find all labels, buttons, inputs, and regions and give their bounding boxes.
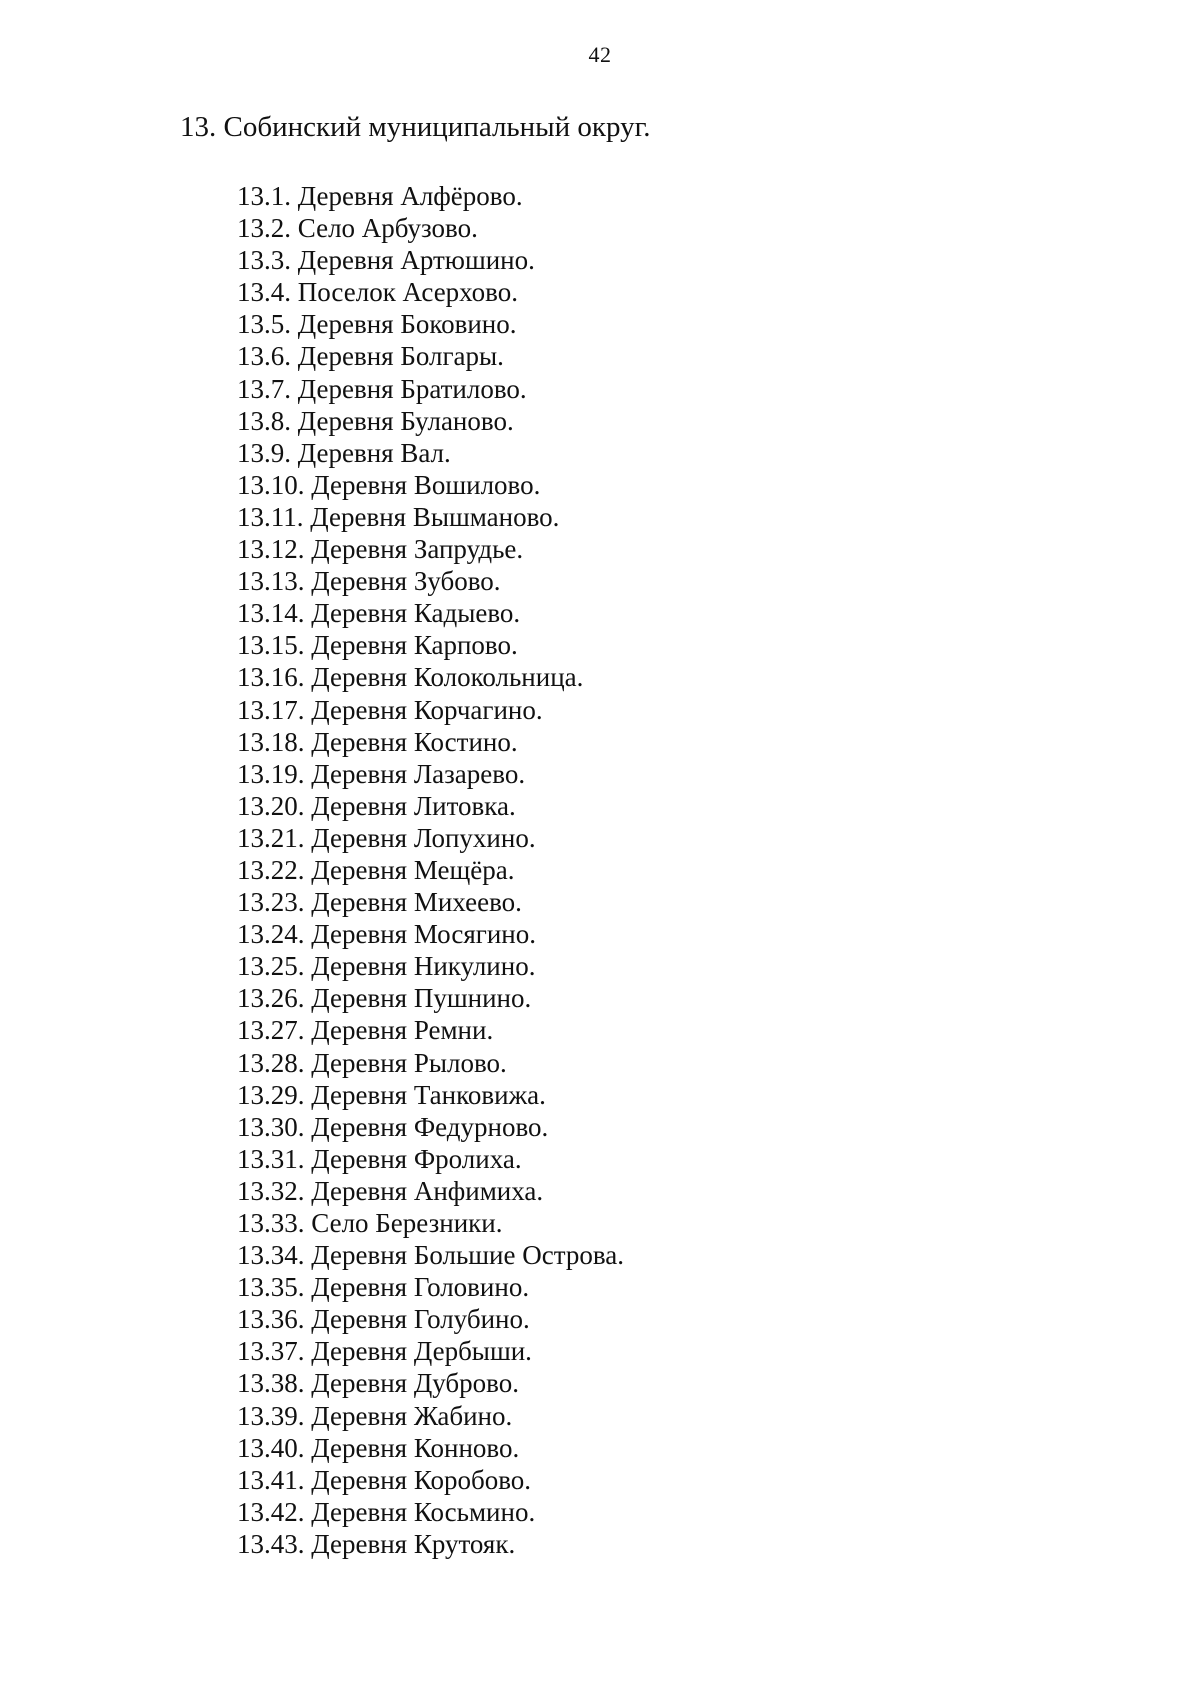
list-item: 13.37. Деревня Дербыши. xyxy=(237,1336,532,1367)
list-item: 13.15. Деревня Карпово. xyxy=(237,630,518,661)
list-item: 13.16. Деревня Колокольница. xyxy=(237,662,584,693)
list-item: 13.19. Деревня Лазарево. xyxy=(237,758,526,789)
list-item: 13.12. Деревня Запрудье. xyxy=(237,534,524,565)
list-item: 13.42. Деревня Косьмино. xyxy=(237,1496,536,1527)
list-item: 13.5. Деревня Боковино. xyxy=(237,309,517,340)
list-item: 13.9. Деревня Вал. xyxy=(237,437,451,468)
list-item: 13.17. Деревня Корчагино. xyxy=(237,694,543,725)
list-item: 13.23. Деревня Михеево. xyxy=(237,887,522,918)
list-item: 13.27. Деревня Ремни. xyxy=(237,1015,494,1046)
list-item: 13.31. Деревня Фролиха. xyxy=(237,1143,522,1174)
list-item: 13.7. Деревня Братилово. xyxy=(237,373,527,404)
list-item: 13.29. Деревня Танковижа. xyxy=(237,1079,546,1110)
list-item: 13.35. Деревня Головино. xyxy=(237,1272,530,1303)
list-item: 13.34. Деревня Большие Острова. xyxy=(237,1240,624,1271)
list-item: 13.22. Деревня Мещёра. xyxy=(237,854,515,885)
list-item: 13.1. Деревня Алфёрово. xyxy=(237,181,523,211)
list-item: 13.39. Деревня Жабино. xyxy=(237,1400,513,1431)
list-item: 13.33. Село Березники. xyxy=(237,1208,503,1238)
settlement-list xyxy=(237,180,624,1560)
list-item: 13.28. Деревня Рылово. xyxy=(237,1047,507,1078)
list-item: 13.38. Деревня Дуброво. xyxy=(237,1368,519,1399)
list-item: 13.4. Поселок Асерхово. xyxy=(237,277,518,308)
list-item: 13.43. Деревня Крутояк. xyxy=(237,1528,516,1559)
list-item: 13.20. Деревня Литовка. xyxy=(237,790,516,821)
list-item: 13.30. Деревня Федурново. xyxy=(237,1111,549,1142)
list-item: 13.36. Деревня Голубино. xyxy=(237,1304,530,1335)
list-item: 13.3. Деревня Артюшино. xyxy=(237,245,535,276)
list-item: 13.10. Деревня Вошилово. xyxy=(237,469,541,500)
page-number: 42 xyxy=(588,42,612,67)
list-item: 13.2. Село Арбузово. xyxy=(237,213,478,244)
list-item: 13.40. Деревня Конново. xyxy=(237,1432,520,1463)
list-item: 13.8. Деревня Буланово. xyxy=(237,405,514,436)
list-item: 13.24. Деревня Мосягино. xyxy=(237,919,536,950)
list-item: 13.11. Деревня Вышманово. xyxy=(237,501,560,532)
list-item: 13.41. Деревня Коробово. xyxy=(237,1464,532,1495)
list-item: 13.21. Деревня Лопухино. xyxy=(237,822,536,853)
list-item: 13.6. Деревня Болгары. xyxy=(237,341,504,372)
list-item: 13.25. Деревня Никулино. xyxy=(237,951,536,982)
section-heading: 13. Собинский муниципальный округ. xyxy=(180,111,651,143)
list-item: 13.18. Деревня Костино. xyxy=(237,726,518,757)
list-item: 13.32. Деревня Анфимиха. xyxy=(237,1175,544,1206)
list-item: 13.14. Деревня Кадыево. xyxy=(237,598,521,629)
list-item: 13.26. Деревня Пушнино. xyxy=(237,983,532,1014)
list-item: 13.13. Деревня Зубово. xyxy=(237,566,501,597)
